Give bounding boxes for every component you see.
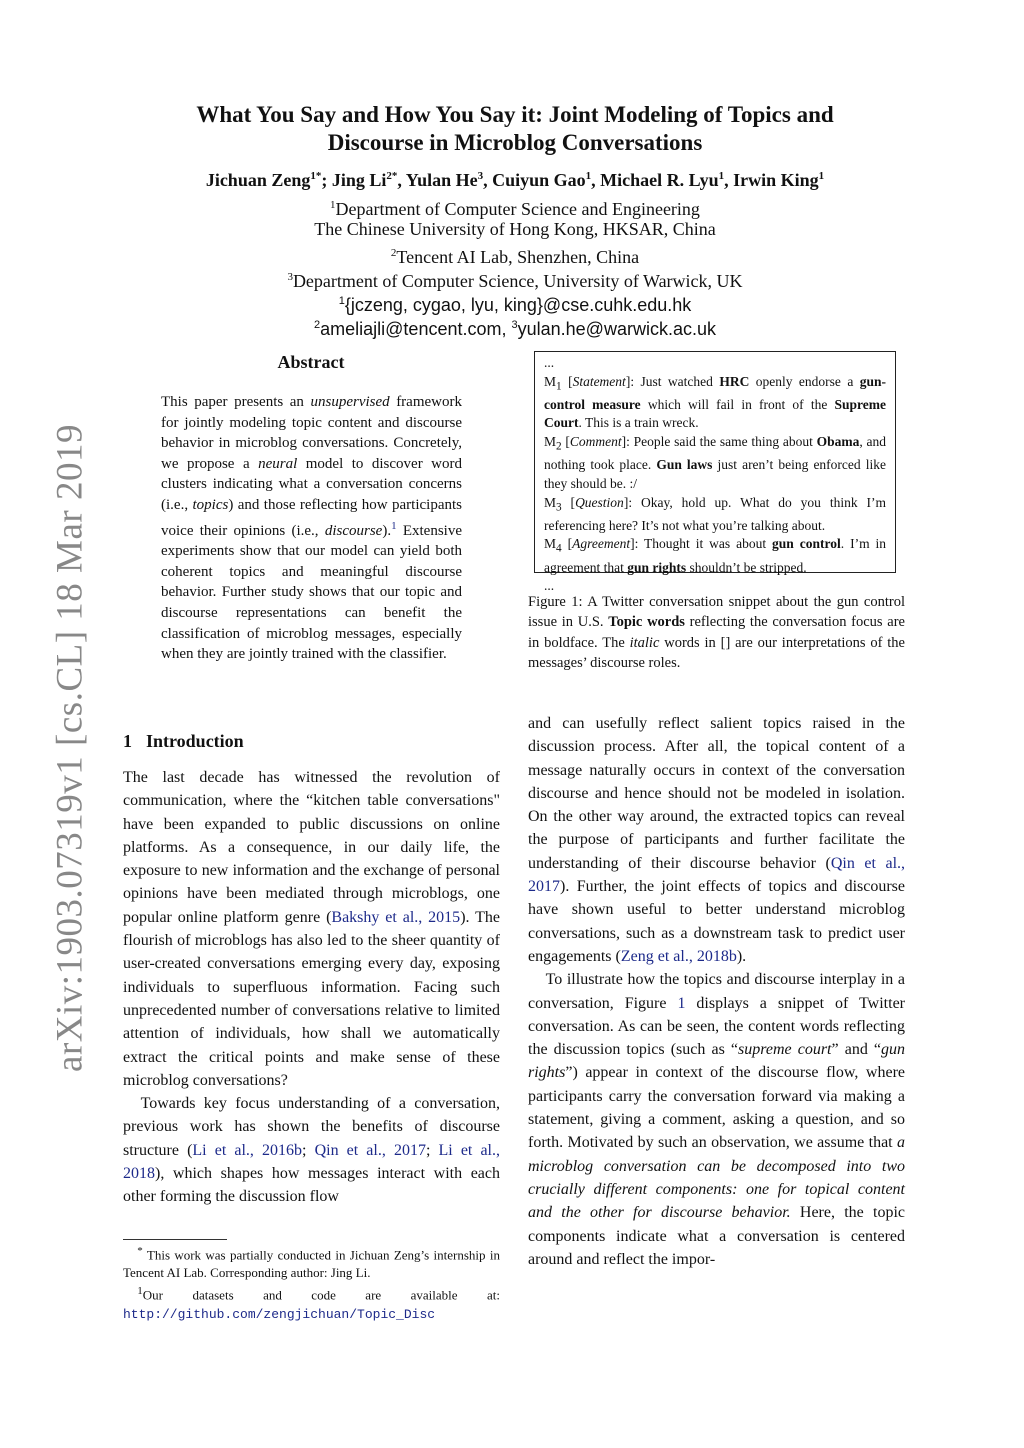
author-name: Jing Li bbox=[331, 170, 387, 190]
author-name: Yulan He bbox=[405, 170, 478, 190]
author-sup: 1 bbox=[818, 170, 825, 182]
author-sup: 3 bbox=[477, 170, 484, 182]
arxiv-stamp: arXiv:1903.07319v1 [cs.CL] 18 Mar 2019 bbox=[49, 424, 91, 1072]
footnote-1: $^1$Our datasets and code are available at: http://github.com/zengjichuan/Topic_Disc bbox=[123, 1285, 500, 1322]
fig-message-2: $M_2$ [Comment]: People said the same thing about Obama, and nothing took place. Gun laws just aren’t being enforced like they should be. :/ bbox=[544, 434, 886, 491]
citation-link[interactable]: Zeng et al., 2018b bbox=[620, 947, 737, 965]
citation-link[interactable]: Li et al., 2016b bbox=[192, 1141, 303, 1159]
email-line-1: $^1${jczeng, cygao, lyu, king}@cse.cuhk.edu.hk bbox=[338, 295, 692, 315]
author-sup: 1* bbox=[310, 170, 322, 182]
fig-ellipsis-bottom: ... bbox=[544, 578, 555, 594]
author-name: Michael R. Lyu bbox=[600, 170, 719, 190]
footnote-divider bbox=[123, 1239, 227, 1240]
figure-1-box bbox=[534, 351, 896, 594]
fig-message-1: $M_1$ [Statement]: Just watched HRC openly endorse a gun-control measure which will fail in front of the Supreme Court. This is a train wreck. bbox=[544, 373, 886, 431]
author-name: Irwin King bbox=[733, 170, 819, 190]
citation-link[interactable]: Li et al., 2018 bbox=[123, 1141, 501, 1183]
author-sup: 2* bbox=[386, 170, 398, 182]
email-line-2: $^2$ameliajli@tencent.com, $^3$yulan.he@warwick.ac.uk bbox=[314, 319, 716, 339]
fig-message-3: $M_3$ [Question]: Okay, hold up. What do you think I’m referencing here? It’s not what you’re talking about. bbox=[544, 494, 886, 533]
abstract-heading: Abstract bbox=[277, 352, 345, 372]
citation-link[interactable]: Qin et al., 2017 bbox=[314, 1141, 426, 1159]
affiliation-1b: The Chinese University of Hong Kong, HKSAR, China bbox=[314, 219, 716, 239]
section-heading-introduction bbox=[123, 731, 244, 752]
footnote-ref[interactable]: 1 bbox=[391, 519, 397, 532]
left-column-body bbox=[123, 766, 500, 1209]
author-sup: 1 bbox=[718, 170, 725, 182]
paper-title bbox=[120, 101, 910, 157]
author-name: Jichuan Zeng bbox=[205, 170, 311, 190]
fig-message-4: $M_4$ [Agreement]: Thought it was about gun control. I’m in agreement that gun rights shouldn’t be stripped. bbox=[544, 536, 887, 575]
right-paragraph-1: and can usefully reflect salient topics raised in the discussion process. After all, the topical content of a message naturally occurs in context of the conversation discourse and hence should not be modeled in isolation. On the other way around, the extracted topics can reveal the purpose of participants and further facilitate the understanding of their discourse behavior (Qin et al., 2017). Further, the joint effects of topics and discourse have shown useful to better understand microblog conversations, such as a downstream task to predict user engagements (Zeng et al., 2018b). bbox=[528, 715, 906, 965]
footnotes bbox=[123, 1242, 500, 1324]
figure-ref-link[interactable]: 1 bbox=[677, 994, 686, 1012]
footnote-url-link[interactable]: http://github.com/zengjichuan/Topic_Disc bbox=[123, 1306, 436, 1322]
author-name: Cuiyun Gao bbox=[492, 170, 586, 190]
footnote-star: * This work was partially conducted in Jichuan Zeng’s internship in Tencent AI Lab. Corresponding author: Jing Li. bbox=[123, 1245, 500, 1281]
affiliation-1: $^1$Department of Computer Science and Engineering bbox=[330, 199, 700, 219]
citation-link[interactable]: Bakshy et al., 2015 bbox=[331, 908, 461, 926]
abstract-body: This paper presents an unsupervised framework for jointly modeling topic content and discourse behavior in microblog conversations. Concretely, we propose a neural model to discover word clusters indicating what a conversation concerns (i.e., topics) and those reflecting how participants voice their opinions (i.e., discourse).$^1$ Extensive experiments show that our model can yield both coherent topics and meaningful discourse behavior. Further study shows that our topic and discourse representations can benefit the classification of microblog messages, especially when they are jointly trained with the classifier. bbox=[161, 394, 463, 663]
citation-link[interactable]: Qin et al., 2017 bbox=[528, 854, 906, 896]
section-title: Introduction bbox=[146, 731, 244, 751]
figure-1-caption: Figure 1: A Twitter conversation snippet about the gun control issue in U.S. Topic words reflecting the conversation focus are in boldface. The italic words in [] are our interpretations of the messages’ discourse roles. bbox=[528, 594, 905, 672]
fig-ellipsis-top: ... bbox=[544, 355, 555, 370]
intro-paragraph-1: The last decade has witnessed the revolution of communication, where the “kitchen table conversations" have been expanded to public discussions on online platforms. As a consequence, in our daily life, the exposure to new information and the exchange of personal opinions have been mediated through microblogs, one popular online platform genre (Bakshy et al., 2015). The flourish of microblogs has also led to the sheer quantity of user-created conversations emerging every day, exposing individuals to superfluous information. Facing such unprecedented number of conversations relative to limited attention of individuals, how shall we automatically extract the critical points and make sense of these microblog conversations? bbox=[123, 769, 500, 1089]
intro-paragraph-2: Towards key focus understanding of a conversation, previous work has shown the benefits of discourse structure (Li et al., 2016b; Qin et al., 2017; Li et al., 2018), which shapes how messages interact with each other forming the discussion flow bbox=[123, 1095, 501, 1206]
affiliation-3: $^3$Department of Computer Science, University of Warwick, UK bbox=[287, 271, 743, 291]
affiliation-2: $^2$Tencent AI Lab, Shenzhen, China bbox=[390, 247, 640, 267]
author-list: Jichuan Zeng$^{1*}$; Jing $Li^{2*}$, Yulan He$^3$, Cuiyun Gao$^1$, Michael R. Lyu$^1$, Irwin King$^1$ bbox=[205, 170, 825, 190]
right-column-body bbox=[528, 712, 905, 1271]
title-line-1: What You Say and How You Say it: Joint Modeling of Topics and bbox=[196, 102, 834, 127]
right-paragraph-2: To illustrate how the topics and discourse interplay in a conversation, Figure 1 displays a snippet of Twitter conversation. As can be seen, the content words reflecting the discussion topics (such as “supreme court” and “gun rights”) appear in context of the discourse flow, where participants carry the conversation forward via making a statement, giving a comment, asking a question, and so forth. Motivated by such an observation, we assume that a microblog conversation can be decomposed into two crucially different components: one for topical content and the other for discourse behavior. Here, the topic components indicate what a conversation is centered around and reflect the impor- bbox=[528, 971, 906, 1268]
author-sup: 1 bbox=[585, 170, 592, 182]
title-line-2: Discourse in Microblog Conversations bbox=[327, 130, 703, 155]
section-number: 1 bbox=[123, 731, 132, 751]
